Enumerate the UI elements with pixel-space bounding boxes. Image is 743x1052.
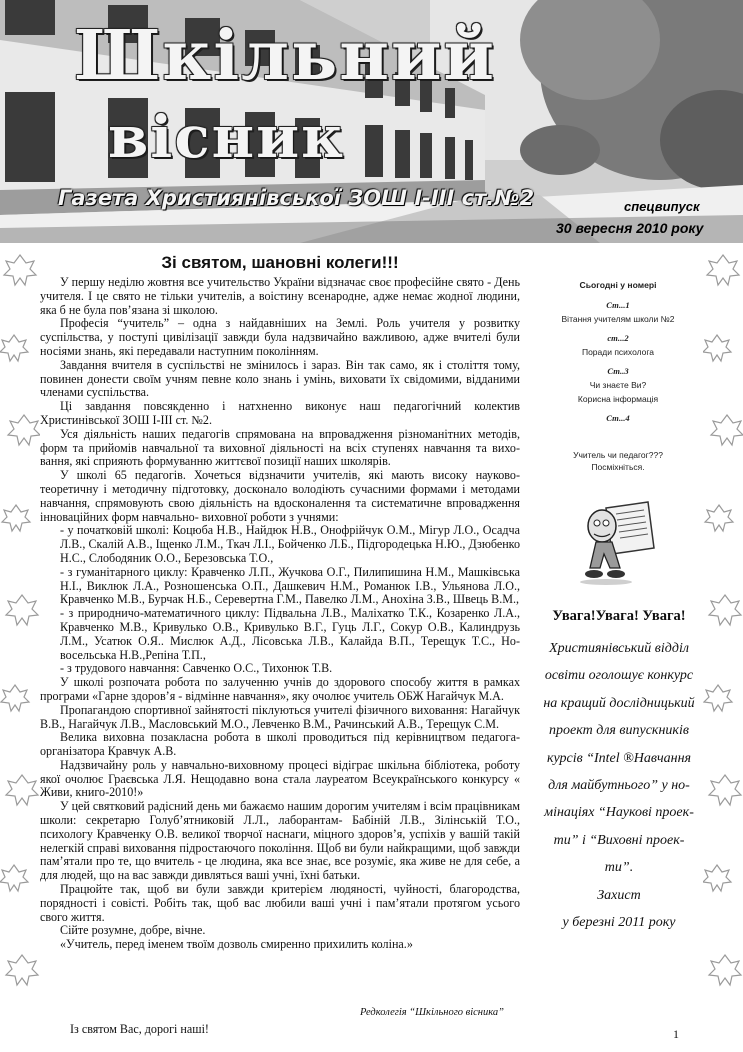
toc-title: Сьогодні у номері xyxy=(579,280,657,290)
editorial-signature: Редколегія “Шкільного вісника” xyxy=(360,1007,505,1018)
paragraph: У цей святковий радісний день ми бажаємо нашим дорогим учителям і всім працівникам школи: секретарю Голуб’ятниковій Л.Л., лаборантам- Бабіній Л.В., Зілінській Т.О., психологу Кравченку О.В. великої творчої наснаги, міцного здоров’я, успіхів у вашій такій нелегкій справі виховання підростаючого покоління. Щоб ви були найкращими, щоб завжди пам’ятали про те, що вчитель - це людина, яка все знає, все розуміє, яка живе не для себе, а для людей, що на вас завжди дивляться ваші учні, їхні батьки. xyxy=(40,799,520,883)
notice-line: Захист xyxy=(597,887,641,903)
masthead-title-line1: Шкільний xyxy=(74,16,496,96)
notice-line: проект для випускників xyxy=(549,723,689,739)
leaf-border-right-icon xyxy=(703,245,743,1045)
paragraph: Пропагандою спортивної зайнятості піклуються учителі фізичного виховання: Нагайчук В.В., Нагайчук Л.В., Масловський М.О., Левченко В.М., Рачинський А.В., Терещук С.М. xyxy=(40,702,520,731)
toc-page: Ст..3 xyxy=(607,366,629,376)
paragraph: Завдання вчителя в суспільстві не змінилось і зараз. Він так само, як і століття тому, повинен донести своїм учням певне коло знань і умінь, виховати їх свідомими, відданими членами суспільства. xyxy=(40,357,520,400)
teacher-joke-line: Посміхніться. xyxy=(591,462,645,472)
contest-notice xyxy=(534,608,704,936)
teacher-list-item: - з природничо-математичного циклу: Підвальна Л.В., Маліхатко Т.К., Козаренко Л.А., Кравченко М.В., Кривулько О.В., Кривулько В.Г., Гуць Л.Г., Сокур О.В., Калиндрузь Л.М., Усатюк О.Я.. Мислюк А.Д., Лісовська Л.В., Калайда В.П., Терещук Т.С., Новосельська Н.В.,Репіна Т.П., xyxy=(60,606,520,662)
toc-item: Поради психолога xyxy=(581,347,655,357)
article-title: Зі святом, шановні колеги!!! xyxy=(161,253,399,272)
closing-greeting: Із святом Вас, дорогі наші! xyxy=(70,1022,209,1036)
issue-date: 30 вересня 2010 року xyxy=(556,220,704,236)
paragraph: Ці завдання повсякденно і натхненно виконує наш педагогічний колектив Христинівської ЗОШ І-ІІІ ст. №2. xyxy=(40,399,520,427)
notice-line: у березні 2011 року xyxy=(562,915,676,931)
special-issue-label: спецвипуск xyxy=(624,199,700,214)
notice-line: на кращий дослідницький xyxy=(543,695,695,711)
notice-heading: Увага!Увага! Увага! xyxy=(552,608,686,624)
teacher-list-item: - у початковій школі: Коцюба Н.В., Найдюк Н.В., Онофрійчук О.М., Мігур Л.О., Осадча Л.В., Скалій А.В., Іщенко Л.М., Ткач Л.І., Бойченко Л.Б., Підгородецька Н.Ю., Дзюбенко Н.С., Слободяник О.О., Березовська Т.О., xyxy=(60,523,520,565)
teacher-joke-line: Учитель чи педагог??? xyxy=(573,450,663,460)
toc-page: ст...2 xyxy=(607,333,629,343)
notice-line: освіти оголошує конкурс xyxy=(544,668,694,684)
paragraph: Уся діяльність наших педагогів спрямована на впровадження різноманітних методів, форм та прийомів навчальної та виховної діяльності на всіх ступенях навчання та виховання, які сприяють формуванню життєвої позиції наших школярів. xyxy=(40,426,520,469)
paragraph: Професія “учитель” – одна з найдавніших на Землі. Роль учителя у розвитку суспільства, у поступі цивілізації завжди була надзвичайно важливою, адже вчителі були носіями знань, які передавали наступним поколінням. xyxy=(40,316,520,358)
toc-page: Ст...4 xyxy=(606,413,630,423)
masthead-title-line2: вісник xyxy=(108,103,346,171)
notice-line: курсів “Intel ®Навчання xyxy=(546,750,692,766)
teacher-list-item: - з гуманітарного циклу: Кравченко Л.П., Жучкова О.Г., Пилипишина Н.М., Машківська Н.І., Виклюк Л.А., Розношенська О.П., Дашкевич Н.М., Романюк І.В., Ульянова Л.О., Кравченко М.В., Бурчак Н.Б., Серевертна Г.М., Павелко Л.М., Анохіна З.В., Швець В.М., xyxy=(60,564,520,607)
notice-line: ти”. xyxy=(604,860,634,876)
toc-item: Корисна інформація xyxy=(577,394,659,404)
notice-line: Християнівський відділ xyxy=(549,641,689,656)
notice-body xyxy=(534,635,704,936)
notice-line: мінаціях “Наукові проек- xyxy=(544,805,694,821)
page-number: 1 xyxy=(673,1027,679,1041)
notice-line: для майбутнього” у но- xyxy=(548,778,690,794)
paragraph: У школі 65 педагогів. Хочеться відзначити учителів, які мають високу науково-теоретичну і методичну підготовку, досконало володіють сучасними формами і методами навчання, спрямовують свою діяльність на вдосконалення та систематичне впровадження інноваційних форм навчально- виховної роботи з учнями: xyxy=(40,468,520,524)
paragraph: Велика виховна позакласна робота в школі проводиться під керівництвом педагога-організатора Кравчук А.В. xyxy=(40,730,520,759)
poem-line: Сійте розумне, добре, вічне. xyxy=(60,923,206,938)
toc-item: Вітання учителям школи №2 xyxy=(561,314,675,324)
newspaper-reader-icon xyxy=(576,498,658,586)
paragraph: Працюйте так, щоб ви були завжди критерієм людяності, чуйності, благородства, порядності і совісті. Робіть так, щоб вас любили ваші учні і пам’ятали протягом усього свого життя. xyxy=(40,882,520,924)
poem-line: «Учитель, перед іменем твоїм дозволь смиренно прихилить коліна.» xyxy=(60,937,413,952)
paragraph: У школі розпочата робота по залученню учнів до здорового способу життя в рамках програми «Гарне здоров’я - відмінне навчання», яку очолює учитель ОБЖ Нагайчук М.А. xyxy=(40,675,520,703)
toc-item: Чи знаєте Ви? xyxy=(589,380,647,390)
teacher-list-item: - з трудового навчання: Савченко О.С., Тихонюк Т.В. xyxy=(60,661,333,676)
notice-line: ти” і “Виховні проек- xyxy=(553,832,685,848)
leaf-border-left-icon xyxy=(0,245,40,1045)
article-body xyxy=(40,276,520,952)
toc-page: Ст...1 xyxy=(606,300,630,310)
masthead-subtitle: Газета Християнівської ЗОШ І-ІІІ ст.№2 xyxy=(58,186,535,210)
teacher-joke-teaser xyxy=(548,449,688,473)
paragraph: Надзвичайну роль у навчально-виховному процесі відіграє шкільна бібліотека, роботу якої очолює Граєвська Л.Я. Нещодавно вона стала лауреатом Всеукраїнського конкурсу « Живи, книго-2010!» xyxy=(40,757,520,800)
table-of-contents xyxy=(548,280,688,473)
masthead-banner xyxy=(0,0,743,243)
paragraph: У першу неділю жовтня все учительство України відзначає своє професійне свято - День учителя. І це свято не тільки учителів, а воістину всенародне, адже немає жодної людини, яка б не була пов’язана зі школою. xyxy=(40,275,520,317)
